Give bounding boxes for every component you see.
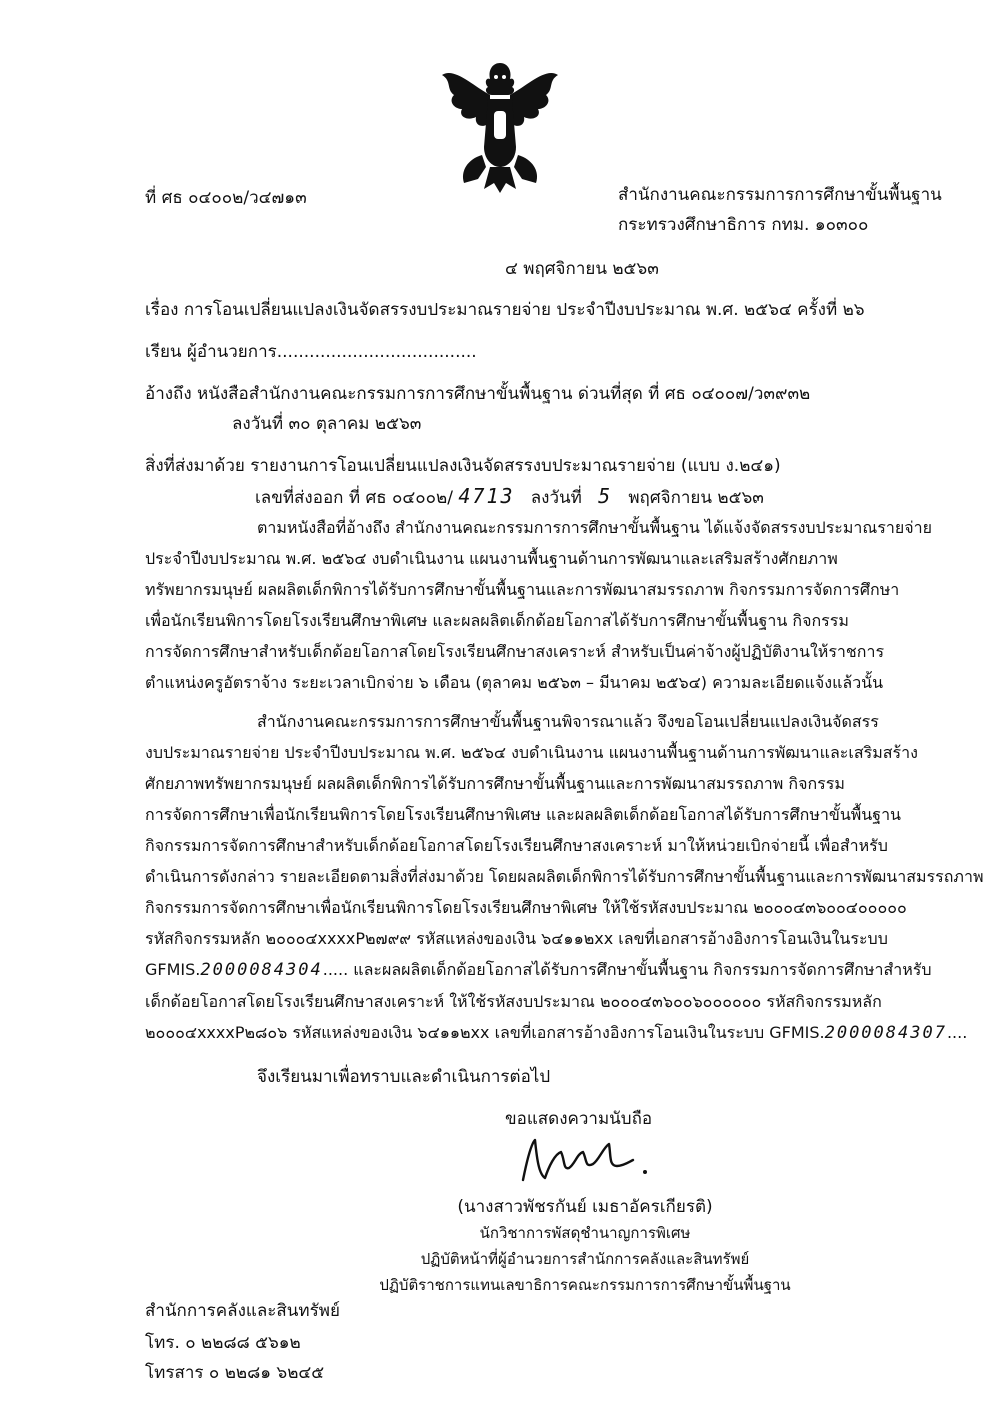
gfmis-prefix: GFMIS. xyxy=(145,960,201,979)
enclosure-date-label: ลงวันที่ xyxy=(530,488,582,508)
paragraph-2-line: ดำเนินการดังกล่าว รายละเอียดตามสิ่งที่ส่งมาด้วย โดยผลผลิตเด็กพิการได้รับการศึกษาขั้นพื้นฐานและการพัฒนาสมรรถภาพ xyxy=(145,867,984,886)
enclosure-export-number xyxy=(255,485,764,509)
reference-date: ลงวันที่ ๓๐ ตุลาคม ๒๕๖๓ xyxy=(232,414,422,434)
signatory-title-2: ปฏิบัติหน้าที่ผู้อำนวยการสำนักการคลังและสินทรัพย์ xyxy=(420,1250,750,1268)
paragraph-2-line: สำนักงานคณะกรรมการการศึกษาขั้นพื้นฐานพิจารณาแล้ว จึงขอโอนเปลี่ยนแปลงเงินจัดสรร xyxy=(257,712,879,731)
closing-request: จึงเรียนมาเพื่อทราบและดำเนินการต่อไป xyxy=(257,1067,551,1087)
recipient-line: เรียน ผู้อำนวยการ..................................... xyxy=(145,342,477,362)
paragraph-1 xyxy=(145,512,932,698)
paragraph-2 xyxy=(145,706,984,1049)
paragraph-2-line: กิจกรรมการจัดการศึกษาเพื่อนักเรียนพิการโดยโรงเรียนศึกษาพิเศษ ให้ใช้รหัสงบประมาณ ๒๐๐๐๔๓๖๐๐๔๐๐๐๐๐ xyxy=(145,898,907,917)
handwritten-export-number: 4713 xyxy=(458,484,515,508)
handwritten-gfmis-number-2: 2000084307 xyxy=(824,1023,947,1043)
paragraph-1-line: ประจำปีงบประมาณ พ.ศ. ๒๕๖๔ งบดำเนินงาน แผนงานพื้นฐานด้านการพัฒนาและเสริมสร้างศักยภาพ xyxy=(145,549,838,568)
gfmis-suffix: ..... และผลผลิตเด็กด้อยโอกาสได้รับการศึกษาขั้นพื้นฐาน กิจกรรมการจัดการศึกษาสำหรับ xyxy=(322,960,932,979)
paragraph-2-line: การจัดการศึกษาเพื่อนักเรียนพิการโดยโรงเรียนศึกษาพิเศษ และผลผลิตเด็กด้อยโอกาสได้รับการศึกษาขั้นพื้นฐาน xyxy=(145,805,901,824)
paragraph-2-line: กิจกรรมการจัดการศึกษาสำหรับเด็กด้อยโอกาสโดยโรงเรียนศึกษาสงเคราะห์ มาให้หน่วยเบิกจ่ายนี้ เพื่อสำหรับ xyxy=(145,836,888,855)
handwritten-day: 5 xyxy=(598,484,613,508)
gfmis-line-prefix: ๒๐๐๐๔xxxxP๒๘๐๖ รหัสแหล่งของเงิน ๖๔๑๑๒xx เลขที่เอกสารอ้างอิงการโอนเงินในระบบ GFMIS. xyxy=(145,1023,825,1042)
paragraph-2-line: เด็กด้อยโอกาสโดยโรงเรียนศึกษาสงเคราะห์ ให้ใช้รหัสงบประมาณ ๒๐๐๐๔๓๖๐๐๖๐๐๐๐๐๐ รหัสกิจกรรมหลัก xyxy=(145,992,882,1011)
subject-line: เรื่อง การโอนเปลี่ยนแปลงเงินจัดสรรงบประมาณรายจ่าย ประจำปีงบประมาณ พ.ศ. ๒๕๖๔ ครั้งที่ ๒๖ xyxy=(145,300,865,320)
document-number: ที่ ศธ ๐๔๐๐๒/ว๔๗๑๓ xyxy=(145,188,307,208)
footer-fax: โทรสาร ๐ ๒๒๘๑ ๖๒๔๕ xyxy=(145,1363,325,1383)
paragraph-1-line: ทรัพยากรมนุษย์ ผลผลิตเด็กพิการได้รับการศึกษาขั้นพื้นฐานและการพัฒนาสมรรถภาพ กิจกรรมการจัดการศึกษา xyxy=(145,580,900,599)
paragraph-2-line: ศักยภาพทรัพยากรมนุษย์ ผลผลิตเด็กพิการได้รับการศึกษาขั้นพื้นฐานและการพัฒนาสมรรถภาพ กิจกรรม xyxy=(145,774,845,793)
handwritten-gfmis-number-1: 2000084304 xyxy=(200,960,323,980)
paragraph-2-line: รหัสกิจกรรมหลัก ๒๐๐๐๔xxxxP๒๗๙๙ รหัสแหล่งของเงิน ๖๔๑๑๒xx เลขที่เอกสารอ้างอิงการโอนเงินในระบบ xyxy=(145,929,888,948)
garuda-emblem-icon xyxy=(432,55,568,195)
paragraph-1-line: ตามหนังสือที่อ้างถึง สำนักงานคณะกรรมการการศึกษาขั้นพื้นฐาน ได้แจ้งจัดสรรงบประมาณรายจ่าย xyxy=(257,518,932,537)
paragraph-2-line: งบประมาณรายจ่าย ประจำปีงบประมาณ พ.ศ. ๒๕๖๔ งบดำเนินงาน แผนงานพื้นฐานด้านการพัฒนาและเสริมสร้าง xyxy=(145,743,918,762)
footer-telephone: โทร. ๐ ๒๒๘๘ ๕๖๑๒ xyxy=(145,1333,301,1353)
paragraph-2-line-gfmis-1 xyxy=(145,954,932,986)
paragraph-1-line: ตำแหน่งครูอัตราจ้าง ระยะเวลาเบิกจ่าย ๖ เดือน (ตุลาคม ๒๕๖๓ – มีนาคม ๒๕๖๔) ความละเอียดแจ้งแล้วนั้น xyxy=(145,673,884,692)
closing-salutation: ขอแสดงความนับถือ xyxy=(505,1109,653,1129)
document-date: ๔ พฤศจิกายน ๒๕๖๓ xyxy=(505,259,659,279)
signatory-name: (นางสาวพัชรกันย์ เมธาอัครเกียรติ) xyxy=(457,1197,713,1217)
handwritten-signature xyxy=(505,1130,655,1190)
issuing-office: สำนักงานคณะกรรมการการศึกษาขั้นพื้นฐาน xyxy=(618,185,942,205)
paragraph-1-line: การจัดการศึกษาสำหรับเด็กด้อยโอกาสโดยโรงเรียนศึกษาสงเคราะห์ สำหรับเป็นค่าจ้างผู้ปฏิบัติงานให้ราชการ xyxy=(145,642,885,661)
paragraph-2-line-gfmis-2 xyxy=(145,1017,968,1049)
footer-office: สำนักการคลังและสินทรัพย์ xyxy=(145,1301,340,1321)
enclosure-line: สิ่งที่ส่งมาด้วย รายงานการโอนเปลี่ยนแปลงเงินจัดสรรงบประมาณรายจ่าย (แบบ ง.๒๔๑) xyxy=(145,456,781,476)
enclosure-month-year: พฤศจิกายน ๒๕๖๓ xyxy=(628,488,764,508)
gfmis-line-suffix: .... xyxy=(946,1023,968,1042)
issuing-office-address: กระทรวงศึกษาธิการ กทม. ๑๐๓๐๐ xyxy=(618,215,869,235)
enclosure-export-prefix: เลขที่ส่งออก ที่ ศธ ๐๔๐๐๒/ xyxy=(255,488,453,508)
paragraph-1-line: เพื่อนักเรียนพิการโดยโรงเรียนศึกษาพิเศษ และผลผลิตเด็กด้อยโอกาสได้รับการศึกษาขั้นพื้นฐาน กิจกรรม xyxy=(145,611,849,630)
signatory-title-1: นักวิชาการพัสดุชำนาญการพิเศษ xyxy=(479,1224,691,1242)
signatory-title-3: ปฏิบัติราชการแทนเลขาธิการคณะกรรมการการศึกษาขั้นพื้นฐาน xyxy=(379,1276,791,1294)
reference-line: อ้างถึง หนังสือสำนักงานคณะกรรมการการศึกษาขั้นพื้นฐาน ด่วนที่สุด ที่ ศธ ๐๔๐๐๗/ว๓๙๓๒ xyxy=(145,384,811,404)
